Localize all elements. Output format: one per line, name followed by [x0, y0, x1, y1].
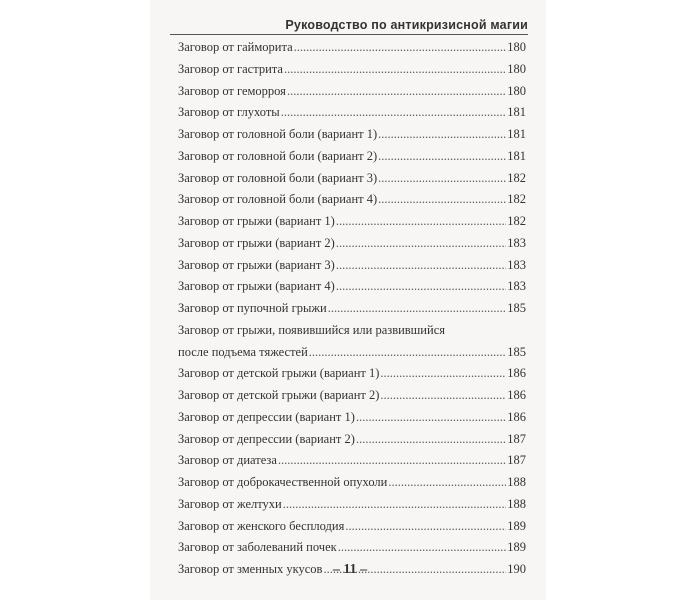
toc-entry: [178, 168, 526, 190]
toc-leader-dots: [281, 102, 507, 124]
toc-entry-title: Заговор от головной боли (вариант 2): [178, 148, 378, 163]
toc-entry: [178, 537, 526, 559]
toc-leader-dots: [336, 233, 506, 255]
toc-entry: [178, 516, 526, 538]
toc-entry-page: 190: [507, 562, 526, 576]
toc-entry: [178, 472, 526, 494]
toc-leader-dots: [338, 537, 507, 559]
toc-leader-dots: [378, 146, 506, 168]
toc-entry-page: 185: [507, 344, 526, 359]
toc-entry-title: Заговор от желтухи: [178, 496, 282, 511]
toc-entry-title: Заговор от головной боли (вариант 1): [178, 127, 378, 141]
toc-leader-dots: [378, 124, 506, 146]
toc-entry-title: после подъема тяжестей: [178, 344, 308, 359]
header-title: Руководство по антикризисной магии: [285, 18, 528, 32]
toc-entry: [178, 37, 526, 59]
toc-entry-page: 186: [507, 409, 526, 424]
toc-entry-title-line1: Заговор от грыжи, появившийся или развившийся: [178, 322, 445, 337]
toc-entry-title: Заговор от грыжи (вариант 2): [178, 235, 335, 250]
toc-entry: [178, 429, 526, 451]
toc-entry-page: 182: [507, 192, 526, 207]
toc-entry: [178, 320, 526, 364]
toc-entry: [178, 298, 526, 320]
toc-entry-title: Заговор от пупочной грыжи: [178, 301, 327, 315]
toc-entry: [178, 81, 526, 103]
toc-leader-dots: [284, 59, 506, 81]
toc-entry: [178, 407, 526, 429]
toc-leader-dots: [378, 189, 506, 211]
toc-leader-dots: [356, 429, 506, 451]
toc-entry-title: Заговор от детской грыжи (вариант 1): [178, 366, 380, 381]
toc-leader-dots: [336, 211, 506, 233]
toc-entry-page: 185: [507, 301, 526, 315]
toc-entry-title: Заговор от гайморита: [178, 40, 293, 54]
toc-entry-page: 181: [507, 105, 526, 120]
toc-entry-title: Заговор от головной боли (вариант 3): [178, 170, 378, 185]
toc-leader-dots: [328, 298, 507, 320]
toc-entry: [178, 233, 526, 255]
toc-entry-page: 187: [507, 431, 526, 446]
toc-entry-page: 181: [507, 148, 526, 163]
toc-entry-page: 186: [507, 388, 526, 402]
toc-entry: [178, 189, 526, 211]
toc-leader-dots: [380, 385, 506, 407]
toc-entry-title: Заговор от зменных укусов: [178, 562, 323, 576]
table-of-contents: [178, 37, 526, 581]
toc-leader-dots: [345, 516, 506, 538]
toc-entry: [178, 59, 526, 81]
toc-leader-dots: [294, 37, 507, 59]
toc-leader-dots: [388, 472, 506, 494]
toc-leader-dots: [309, 342, 506, 364]
toc-entry-title: Заговор от женского бесплодия: [178, 518, 345, 533]
toc-entry: [178, 124, 526, 146]
toc-entry-page: 183: [507, 279, 526, 294]
toc-entry: [178, 211, 526, 233]
toc-entry: [178, 255, 526, 277]
toc-entry-title: Заговор от головной боли (вариант 4): [178, 192, 378, 207]
toc-entry-page: 189: [507, 518, 526, 533]
toc-entry-page: 183: [507, 257, 526, 272]
toc-entry: [178, 385, 526, 407]
toc-entry-title: Заговор от глухоты: [178, 105, 280, 120]
toc-entry-title: Заговор от детской грыжи (вариант 2): [178, 388, 380, 402]
toc-entry-page: 183: [507, 235, 526, 250]
toc-entry-title: Заговор от грыжи (вариант 4): [178, 279, 335, 294]
toc-leader-dots: [378, 168, 506, 190]
toc-leader-dots: [278, 450, 506, 472]
toc-entry: [178, 494, 526, 516]
toc-leader-dots: [287, 81, 506, 103]
toc-entry-title: Заговор от диатеза: [178, 453, 277, 468]
toc-entry: [178, 450, 526, 472]
toc-leader-dots: [356, 407, 506, 429]
toc-leader-dots: [336, 255, 506, 277]
toc-entry-title: Заговор от гастрита: [178, 61, 283, 76]
toc-entry-page: 189: [507, 540, 526, 555]
toc-entry: [178, 276, 526, 298]
toc-entry-title: Заговор от депрессии (вариант 1): [178, 409, 355, 424]
toc-entry-page: 188: [507, 475, 526, 489]
toc-entry-page: 182: [507, 170, 526, 185]
toc-entry-title: Заговор от грыжи (вариант 3): [178, 257, 335, 272]
toc-entry-title: Заговор от доброкачественной опухоли: [178, 475, 388, 489]
toc-entry-title: Заговор от депрессии (вариант 2): [178, 431, 355, 446]
toc-leader-dots: [336, 276, 506, 298]
toc-entry-title: Заговор от геморроя: [178, 83, 286, 98]
toc-entry-title: Заговор от грыжи (вариант 1): [178, 214, 335, 228]
toc-entry: [178, 102, 526, 124]
toc-entry: [178, 363, 526, 385]
toc-entry-page: 186: [507, 366, 526, 381]
toc-entry-page: 181: [507, 127, 526, 141]
toc-entry-page: 182: [507, 214, 526, 228]
running-header: [170, 18, 528, 35]
toc-entry-page: 187: [507, 453, 526, 468]
toc-entry-page: 180: [507, 40, 526, 54]
toc-leader-dots: [380, 363, 506, 385]
toc-entry-page: 180: [507, 83, 526, 98]
toc-entry-page: 188: [507, 496, 526, 511]
toc-entry: [178, 146, 526, 168]
toc-leader-dots: [283, 494, 507, 516]
toc-entry-title: Заговор от заболеваний почек: [178, 540, 337, 555]
page-number: – 11 –: [332, 562, 368, 577]
toc-entry-page: 180: [507, 61, 526, 76]
